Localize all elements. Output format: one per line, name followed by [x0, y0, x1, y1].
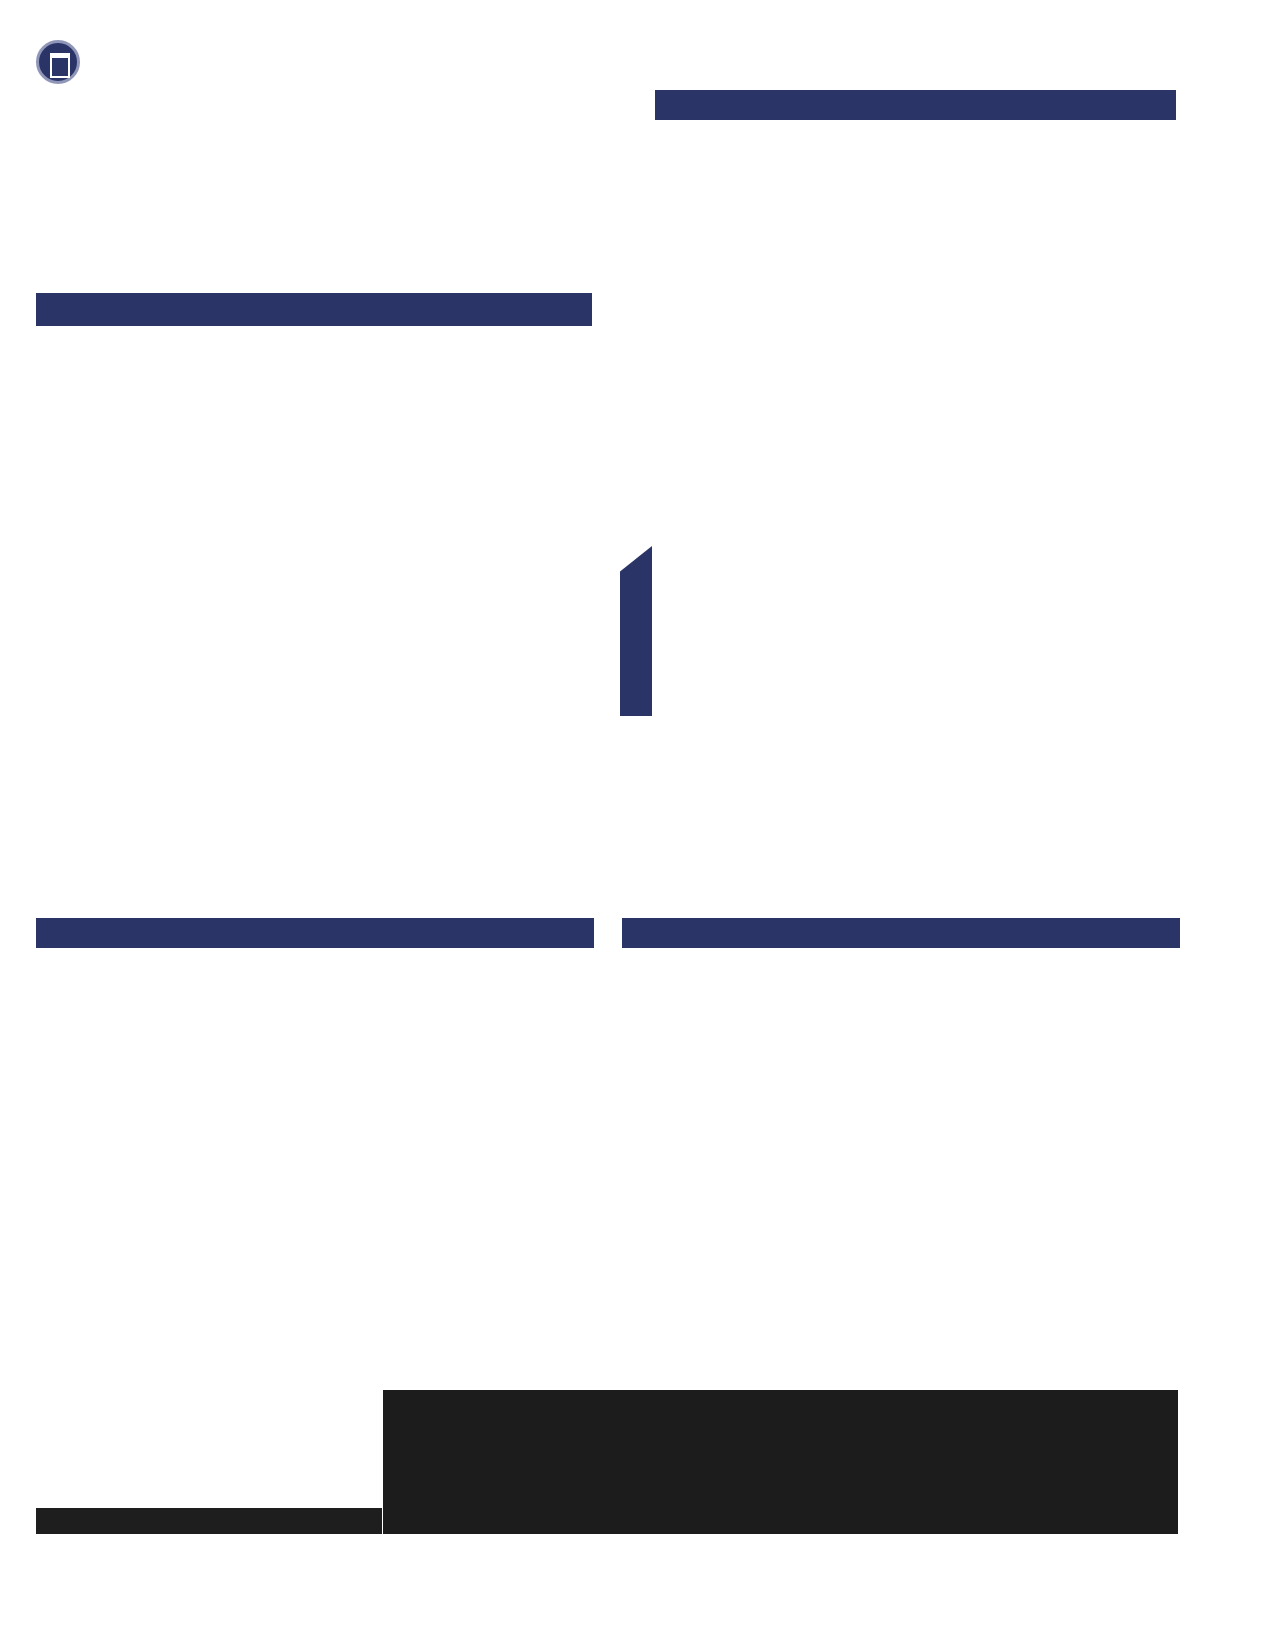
hawaii-rate-table [36, 918, 594, 948]
hawaii-due-dates [45, 1263, 605, 1265]
column-header-class [622, 918, 901, 948]
company-logo [36, 38, 456, 98]
oahu-due-dates [46, 728, 606, 730]
team-photo [383, 1390, 1178, 1534]
column-header-class [655, 90, 887, 120]
column-header-rate [315, 918, 594, 948]
column-header-class [36, 293, 314, 326]
column-header-rate [314, 293, 592, 326]
website-link[interactable] [36, 1508, 382, 1534]
new-classification-label [629, 583, 645, 713]
maui-rate-table [655, 90, 1176, 120]
kauai-rate-table [622, 918, 1180, 948]
seal-icon [36, 40, 80, 84]
oahu-rate-table [36, 293, 592, 326]
maui-due-dates [665, 728, 1265, 730]
column-header-rate [887, 90, 1176, 120]
kauai-due-dates [630, 1263, 1230, 1265]
column-header-rate [901, 918, 1180, 948]
column-header-class [36, 918, 315, 948]
